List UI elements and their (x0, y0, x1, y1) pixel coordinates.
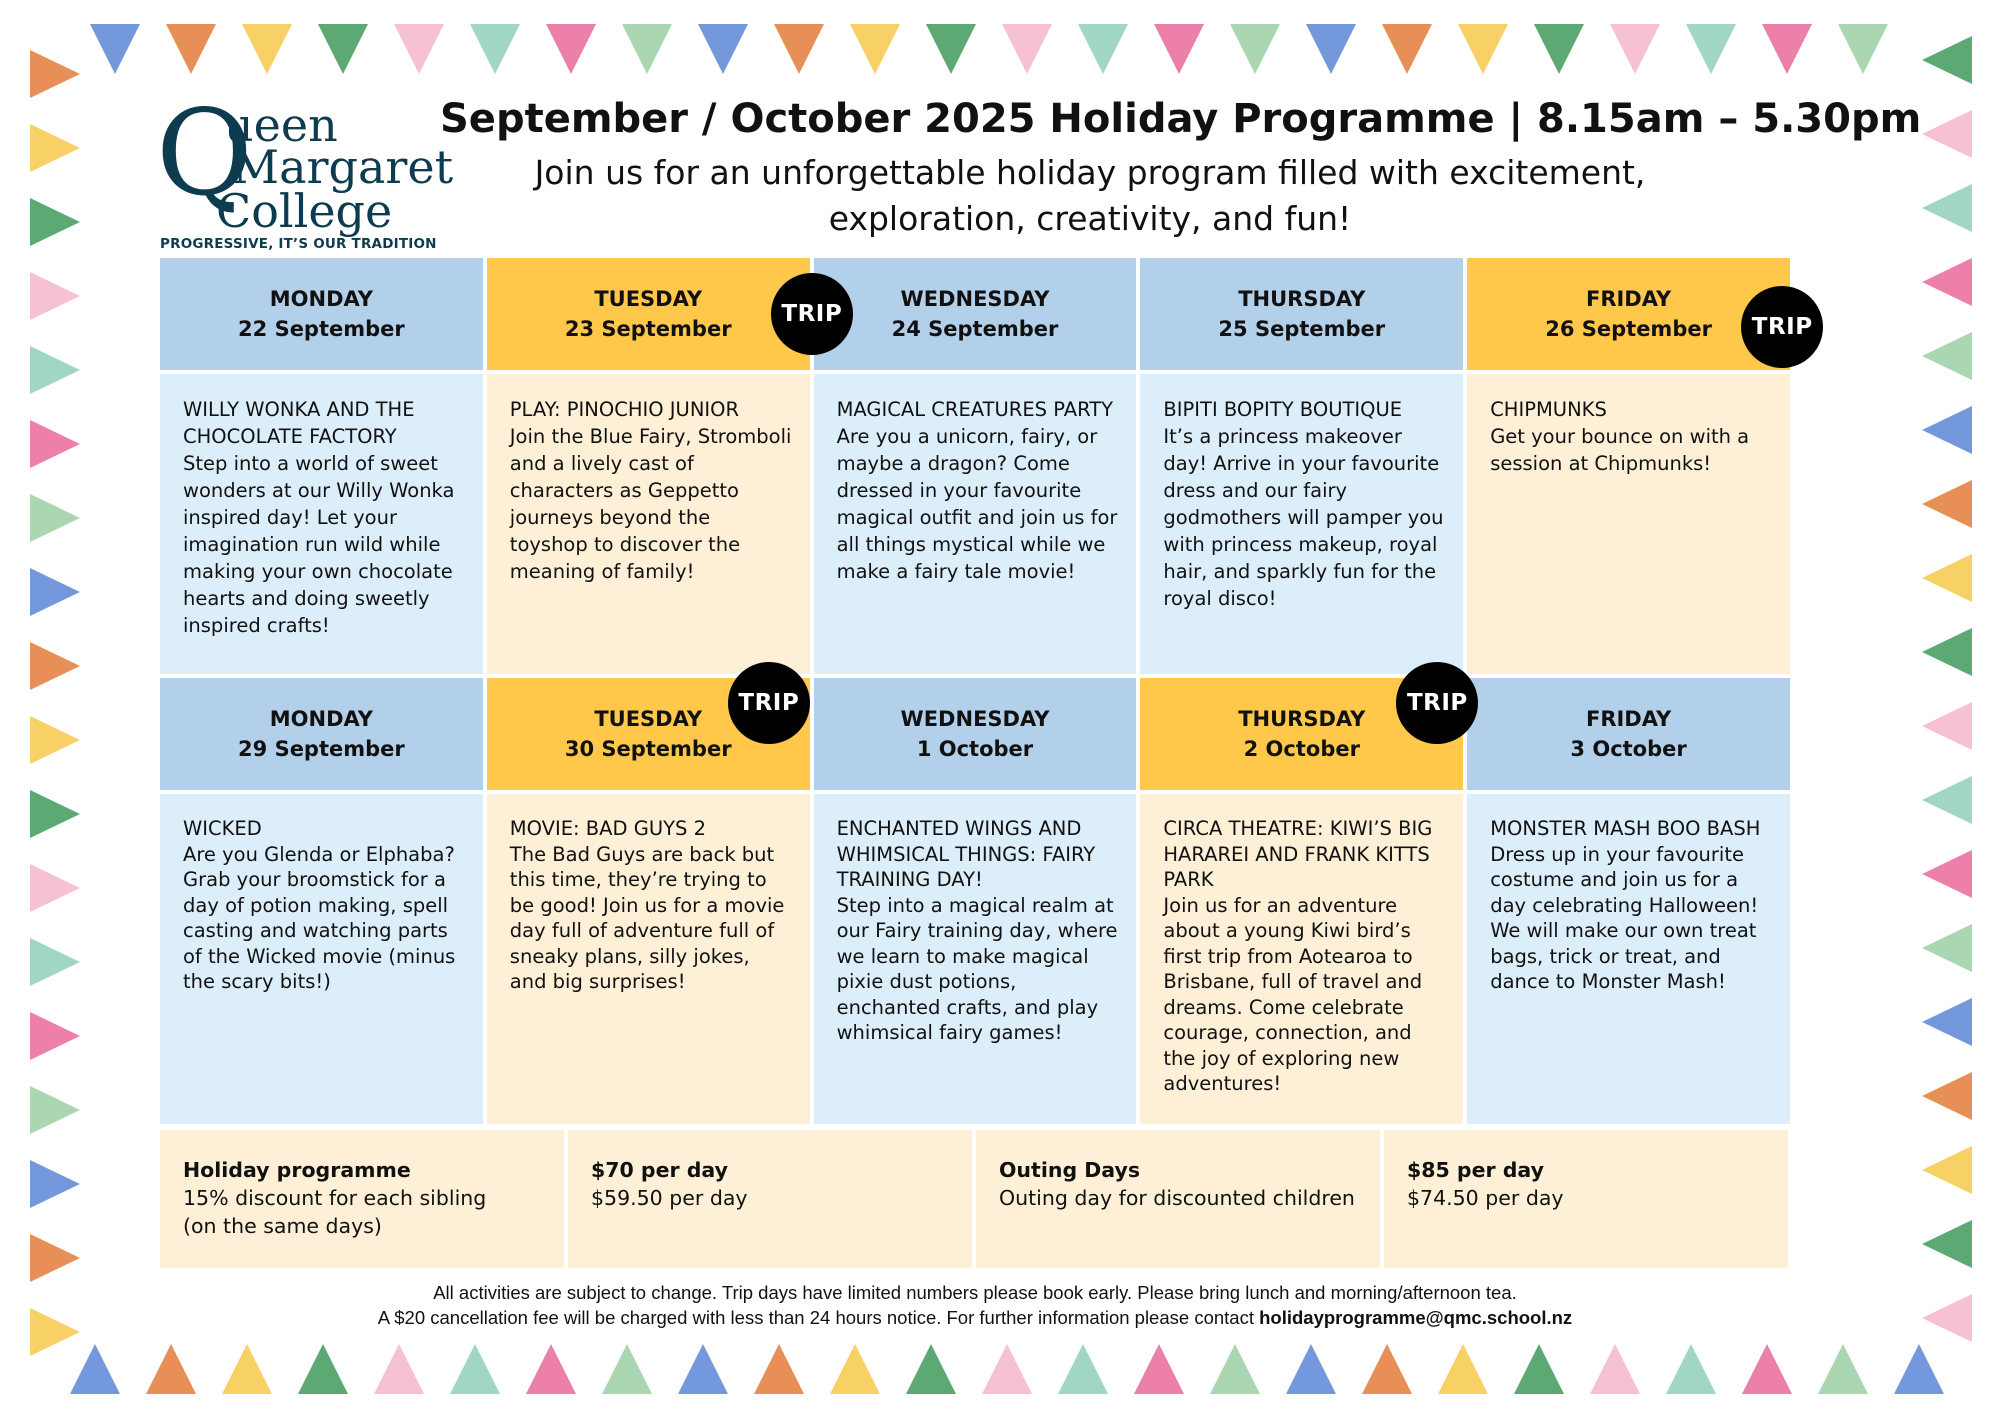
bunting-flag (394, 24, 444, 74)
bunting-flag (1362, 1344, 1412, 1394)
day-card-wed-24-sep (814, 258, 1137, 674)
footer-cancellation-text: A $20 cancellation fee will be charged with less than 24 hours notice. For further information please contact (377, 1307, 1260, 1328)
day-date: 30 September (564, 737, 732, 761)
bunting-flag (30, 642, 80, 690)
bunting-flag (30, 864, 80, 912)
price-heading: $70 per day (591, 1158, 728, 1182)
bunting-flag (774, 24, 824, 74)
activity-panel (487, 794, 810, 1124)
bunting-flag (1230, 24, 1280, 74)
day-card-tue-23-sep (487, 258, 843, 674)
day-name: FRIDAY (1585, 707, 1672, 731)
price-heading: $85 per day (1407, 1158, 1544, 1182)
bunting-flag (1922, 1072, 1972, 1120)
bunting-flag (830, 1344, 880, 1394)
price-line-1: 15% discount for each sibling (183, 1186, 487, 1210)
day-card-thu-25-sep (1140, 258, 1463, 674)
bunting-flag (1922, 184, 1972, 232)
bunting-flag (1922, 850, 1972, 898)
bunting-flag (30, 272, 80, 320)
bunting-flag (1922, 480, 1972, 528)
day-name: MONDAY (269, 707, 373, 731)
activity-title: WILLY WONKA AND THE CHOCOLATE FACTORY (183, 398, 415, 448)
day-date: 26 September (1545, 317, 1712, 341)
footer-line-1: All activities are subject to change. Trip days have limited numbers please book early. Please bring lunch and morning/afternoon tea. (433, 1282, 1517, 1303)
bunting-flag (1458, 24, 1508, 74)
bunting-flag (470, 24, 520, 74)
week-1-row (160, 258, 1813, 674)
bunting-flag (1838, 24, 1888, 74)
bunting-flag (1686, 24, 1736, 74)
logo-word-margaret: Margaret (232, 140, 454, 194)
bunting-flag (1922, 258, 1972, 306)
day-card-fri-26-sep (1467, 258, 1813, 674)
bunting-flag (1058, 1344, 1108, 1394)
day-card-fri-3-oct (1467, 678, 1790, 1124)
bunting-flag (30, 790, 80, 838)
bunting-flag (622, 24, 672, 74)
day-header (487, 258, 810, 370)
activity-panel (487, 374, 810, 674)
bunting-flag (1438, 1344, 1488, 1394)
day-header (160, 678, 483, 790)
logo-word-college: College (216, 184, 393, 238)
price-card-outing-days (976, 1130, 1380, 1268)
activity-title: MOVIE: BAD GUYS 2 (509, 817, 707, 840)
day-date: 23 September (564, 317, 732, 341)
activity-panel (1140, 794, 1463, 1124)
bunting-flag (30, 1160, 80, 1208)
day-name: TUESDAY (594, 287, 703, 311)
day-card-thu-2-oct (1140, 678, 1468, 1124)
activity-panel (1467, 794, 1790, 1124)
price-card-holiday-programme (160, 1130, 564, 1268)
trip-badge: TRIP (1741, 286, 1823, 368)
day-name: WEDNESDAY (900, 287, 1050, 311)
day-name: MONDAY (269, 287, 373, 311)
bunting-flag (30, 1012, 80, 1060)
bunting-flag (1922, 924, 1972, 972)
page-title: September / October 2025 Holiday Programme | 8.15am – 5.30pm (440, 96, 1922, 142)
day-date: 24 September (891, 317, 1059, 341)
day-name: FRIDAY (1585, 287, 1672, 311)
bunting-flag (1306, 24, 1356, 74)
bunting-flag (70, 1344, 120, 1394)
day-date: 2 October (1243, 737, 1360, 761)
day-date: 3 October (1570, 737, 1687, 761)
price-card-outing-rate (1384, 1130, 1788, 1268)
price-heading: Outing Days (999, 1158, 1141, 1182)
bunting-flag (1922, 554, 1972, 602)
bunting-flag (982, 1344, 1032, 1394)
trip-badge: TRIP (728, 662, 810, 744)
bunting-flag (678, 1344, 728, 1394)
bunting-flag (1762, 24, 1812, 74)
bunting-flag (1818, 1344, 1868, 1394)
bunting-flag (526, 1344, 576, 1394)
day-header (814, 258, 1137, 370)
bunting-flag (30, 1086, 80, 1134)
logo-letter: Q (156, 84, 253, 222)
price-heading: Holiday programme (183, 1158, 411, 1182)
activity-panel (814, 794, 1137, 1124)
bunting-flag (1742, 1344, 1792, 1394)
price-line-1: $59.50 per day (591, 1186, 748, 1210)
activity-description: Are you Glenda or Elphaba? Grab your broomstick for a day of potion making, spell casting and watching parts of the Wicked movie (minus the scary bits!) (183, 842, 456, 993)
logo-word-queen: ueen (224, 98, 338, 152)
bunting-flag (850, 24, 900, 74)
subtitle-line-2: exploration, creativity, and fun! (828, 199, 1352, 238)
price-line-1: Outing day for discounted children (999, 1186, 1355, 1210)
day-card-wed-1-oct (814, 678, 1137, 1124)
week-2-row (160, 678, 1790, 1124)
activity-description: Get your bounce on with a session at Chipmunks! (1490, 425, 1750, 475)
bunting-flag (1922, 1146, 1972, 1194)
bunting-flag (1922, 776, 1972, 824)
page-subtitle (520, 150, 1660, 242)
bunting-flag (754, 1344, 804, 1394)
bunting-flag (30, 494, 80, 542)
footer-notes (160, 1280, 1790, 1330)
bunting-flag (1922, 36, 1972, 84)
activity-description: Join the Blue Fairy, Stromboli and a lively cast of characters as Geppetto journeys beyond the toyshop to discover the meaning of family! (509, 425, 792, 583)
bunting-flag (1922, 628, 1972, 676)
bunting-flag (1666, 1344, 1716, 1394)
day-card-mon-29-sep (160, 678, 483, 1124)
day-name: TUESDAY (594, 707, 703, 731)
activity-title: MAGICAL CREATURES PARTY (836, 398, 1114, 421)
bunting-flag (1922, 1294, 1972, 1342)
day-card-tue-30-sep (487, 678, 810, 1124)
bunting-flag (1922, 1220, 1972, 1268)
subtitle-line-1: Join us for an unforgettable holiday program filled with excitement, (534, 153, 1646, 192)
bunting-flag (30, 568, 80, 616)
bunting-flag (30, 1234, 80, 1282)
activity-description: It’s a princess makeover day! Arrive in your favourite dress and our fairy godmothers will pamper you with princess makeup, royal hair, and sparkly fun for the royal disco! (1163, 425, 1444, 610)
activity-description: The Bad Guys are back but this time, they’re trying to be good! Join us for a movie day full of adventure full of sneaky plans, silly jokes, and big surprises! (509, 842, 785, 993)
activity-panel (814, 374, 1137, 674)
price-line-2: (on the same days) (183, 1214, 382, 1238)
bunting-flag (30, 420, 80, 468)
bunting-flag (1922, 110, 1972, 158)
bunting-flag (242, 24, 292, 74)
bunting-flag (1078, 24, 1128, 74)
trip-badge: TRIP (771, 273, 853, 355)
bunting-flag (1154, 24, 1204, 74)
day-card-mon-22-sep (160, 258, 483, 674)
bunting-flag (1894, 1344, 1944, 1394)
activity-title: MONSTER MASH BOO BASH (1490, 817, 1761, 840)
day-header (1140, 258, 1463, 370)
bunting-flag (318, 24, 368, 74)
bunting-flag (906, 1344, 956, 1394)
activity-title: BIPITI BOPITY BOUTIQUE (1163, 398, 1403, 421)
activity-description: Dress up in your favourite costume and join us for a day celebrating Halloween! We will make our own treat bags, trick or treat, and dance to Monster Mash! (1490, 842, 1759, 993)
activity-description: Join us for an adventure about a young Kiwi bird’s first trip from Aotearoa to Brisbane, full of travel and dreams. Come celebrate courage, connection, and the joy of exploring new adventures! (1163, 893, 1423, 1095)
bunting-flag (450, 1344, 500, 1394)
day-date: 29 September (238, 737, 405, 761)
bunting-flag (30, 346, 80, 394)
bunting-flag (298, 1344, 348, 1394)
bunting-flag (1610, 24, 1660, 74)
day-header (814, 678, 1137, 790)
bunting-flag (1922, 702, 1972, 750)
day-header (160, 258, 483, 370)
bunting-flag (1002, 24, 1052, 74)
bunting-flag (374, 1344, 424, 1394)
activity-panel (160, 374, 483, 674)
trip-badge: TRIP (1396, 662, 1478, 744)
day-name: THURSDAY (1238, 287, 1366, 311)
schedule-grid (160, 258, 1813, 1124)
footer-line-2 (160, 1305, 1790, 1330)
bunting-flag (546, 24, 596, 74)
price-card-standard-rate (568, 1130, 972, 1268)
activity-description: Step into a magical realm at our Fairy training day, where we learn to make magical pixie dust potions, enchanted crafts, and play whimsical fairy games! (836, 893, 1118, 1044)
activity-title: CIRCA THEATRE: KIWI’S BIG HARAREI AND FRANK KITTS PARK (1163, 817, 1433, 891)
day-header (1467, 258, 1790, 370)
bunting-flag (30, 198, 80, 246)
price-line-1: $74.50 per day (1407, 1186, 1564, 1210)
college-logo (156, 84, 454, 256)
activity-description: Step into a world of sweet wonders at our Willy Wonka inspired day! Let your imagination run wild while making your own chocolate hearts and doing sweetly inspired crafts! (183, 452, 455, 637)
bunting-flag (1286, 1344, 1336, 1394)
day-name: THURSDAY (1238, 707, 1366, 731)
day-date: 1 October (916, 737, 1034, 761)
bunting-flag (1922, 332, 1972, 380)
activity-panel (160, 794, 483, 1124)
day-date: 25 September (1218, 317, 1386, 341)
day-header (1467, 678, 1790, 790)
bunting-flag (30, 124, 80, 172)
activity-description: Are you a unicorn, fairy, or maybe a dragon? Come dressed in your favourite magical outfit and join us for all things mystical while we make a fairy tale movie! (836, 425, 1118, 583)
bunting-flag (222, 1344, 272, 1394)
bunting-flag (602, 1344, 652, 1394)
bunting-flag (1590, 1344, 1640, 1394)
day-date: 22 September (238, 317, 405, 341)
bunting-flag (30, 716, 80, 764)
bunting-flag (30, 938, 80, 986)
logo-tagline: PROGRESSIVE, IT’S OUR TRADITION (160, 236, 437, 252)
bunting-flag (1922, 998, 1972, 1046)
bunting-flag (1922, 406, 1972, 454)
activity-title: PLAY: PINOCHIO JUNIOR (509, 398, 740, 421)
bunting-flag (30, 1308, 80, 1356)
activity-title: CHIPMUNKS (1490, 398, 1607, 421)
activity-title: WICKED (183, 817, 262, 840)
bunting-flag (166, 24, 216, 74)
activity-panel (1140, 374, 1463, 674)
bunting-flag (90, 24, 140, 74)
bunting-flag (1134, 1344, 1184, 1394)
activity-panel (1467, 374, 1790, 674)
day-name: WEDNESDAY (900, 707, 1050, 731)
bunting-flag (30, 50, 80, 98)
pricing-row (160, 1130, 1790, 1268)
bunting-flag (698, 24, 748, 74)
contact-email-link[interactable]: holidayprogramme@qmc.school.nz (1259, 1307, 1573, 1328)
bunting-flag (1534, 24, 1584, 74)
bunting-flag (1382, 24, 1432, 74)
activity-title: ENCHANTED WINGS AND WHIMSICAL THINGS: FAIRY TRAINING DAY! (836, 817, 1096, 891)
bunting-flag (1210, 1344, 1260, 1394)
bunting-flag (926, 24, 976, 74)
bunting-flag (146, 1344, 196, 1394)
bunting-flag (1514, 1344, 1564, 1394)
